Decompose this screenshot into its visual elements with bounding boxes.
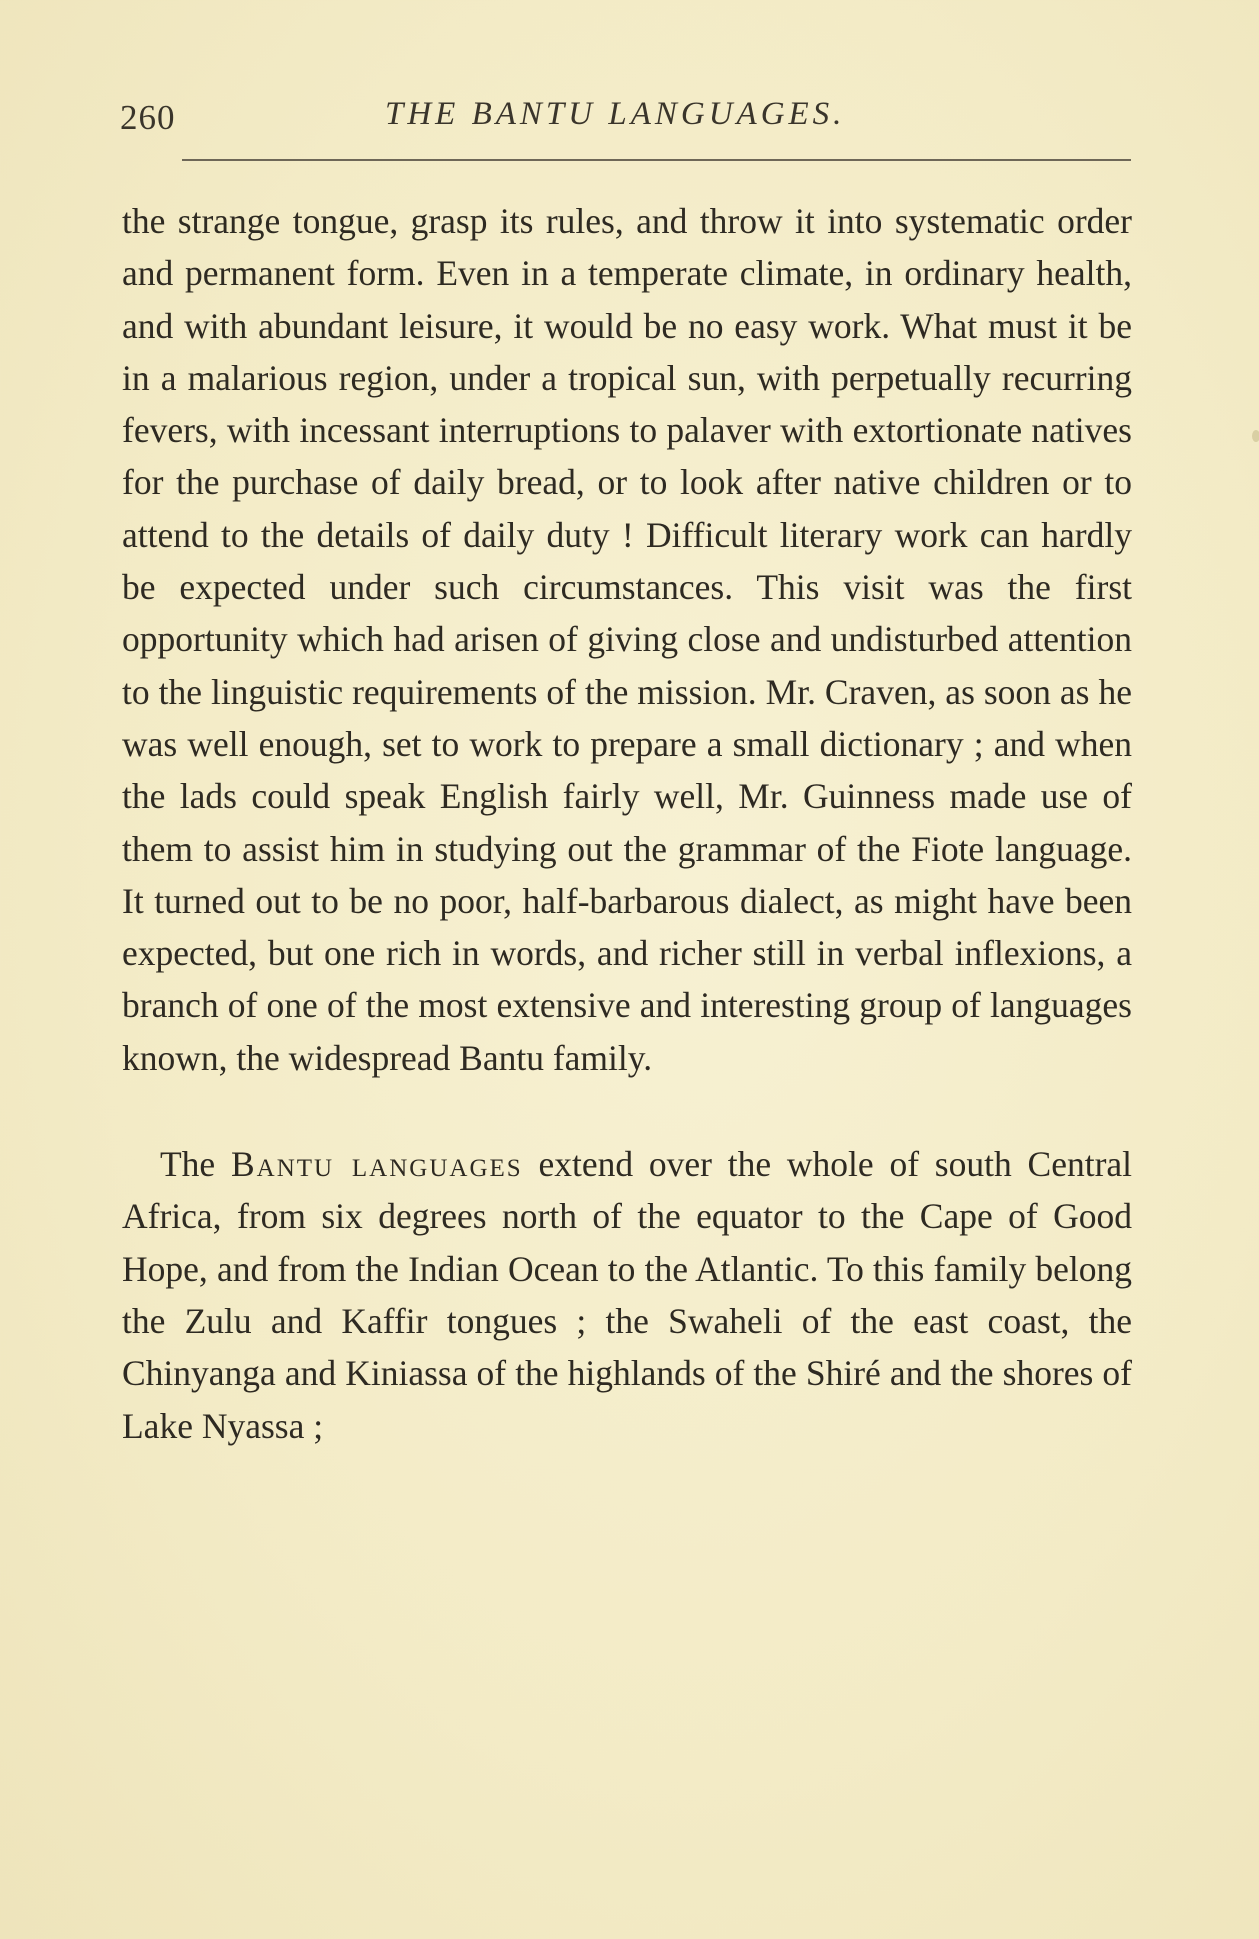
page-number: 260 <box>120 98 176 137</box>
body-text <box>122 195 1132 1452</box>
paragraph-2-rest: extend over the whole of south Central Africa, from six degrees north of the equator to the Cape of Good Hope, and from the Indian Ocean to the Atlantic. To this family belong the Zulu and Kaffir tongues ; the Swaheli of the east coast, the Chinyanga and Kiniassa of the highlands of the Shiré and the shores of Lake Nyassa ; <box>122 1144 1133 1446</box>
paragraph-2 <box>122 1138 1132 1452</box>
running-head: THE BANTU LANGUAGES. <box>385 96 846 132</box>
paragraph-2-lead: The <box>160 1144 216 1185</box>
paragraph-2-smallcaps: Bantu languages <box>231 1144 523 1185</box>
paper-spot <box>1252 430 1259 442</box>
header-rule <box>182 159 1131 161</box>
paragraph-1: the strange tongue, grasp its rules, and throw it into systematic order and permanent form. Even in a temperate climate, in ordinary health, and with abundant leisure, it would be no easy work. What must it be in a malarious region, under a tropical sun, with perpetually recurring fevers, with incessant interruptions to palaver with extortionate natives for the purchase of daily bread, or to look after native children or to attend to the details of daily duty ! Difficult literary work can hardly be expected under such circumstances. This visit was the first opportunity which had arisen of giving close and undisturbed attention to the linguistic requirements of the mission. Mr. Craven, as soon as he was well enough, set to work to prepare a small dictionary ; and when the lads could speak English fairly well, Mr. Guinness made use of them to assist him in studying out the grammar of the Fiote language. It turned out to be no poor, half-barbarous dialect, as might have been expected, but one rich in words, and richer still in verbal inflexions, a branch of one of the most extensive and interesting group of languages known, the widespread Bantu family. <box>122 201 1132 1078</box>
